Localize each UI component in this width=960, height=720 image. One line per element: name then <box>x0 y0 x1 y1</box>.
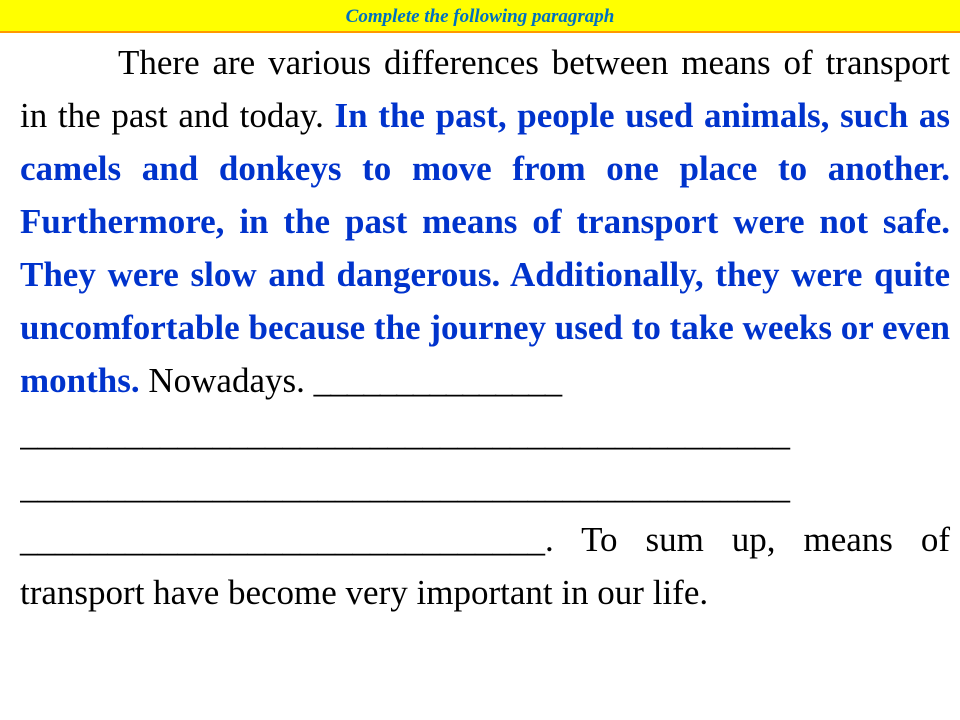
paragraph-highlighted-text: In the past, people used animals, such as camels and donkeys to move from one place to another. Furthermore, in the past means of transport were not safe. They were slow and dangerous. Additionally, they were quite uncomfortable because the journey used to take weeks or even months. <box>20 96 950 400</box>
answer-blank-4[interactable]: ______________________________ <box>20 520 545 559</box>
paragraph-intro: There are various differences between means of transport in the past and today. <box>20 43 950 135</box>
answer-blank-3[interactable]: ____________________________________________ <box>20 467 790 506</box>
answer-blank-2[interactable]: ____________________________________________ <box>20 414 790 453</box>
paragraph-nowadays: Nowadays. <box>139 361 314 400</box>
answer-blank-1[interactable]: _______________ <box>313 361 562 400</box>
exercise-paragraph <box>20 36 950 619</box>
instruction-title: Complete the following paragraph <box>345 6 615 27</box>
paragraph-conclusion: . To sum up, means of transport have become very important in our life. <box>20 520 950 612</box>
header-banner <box>0 0 960 33</box>
